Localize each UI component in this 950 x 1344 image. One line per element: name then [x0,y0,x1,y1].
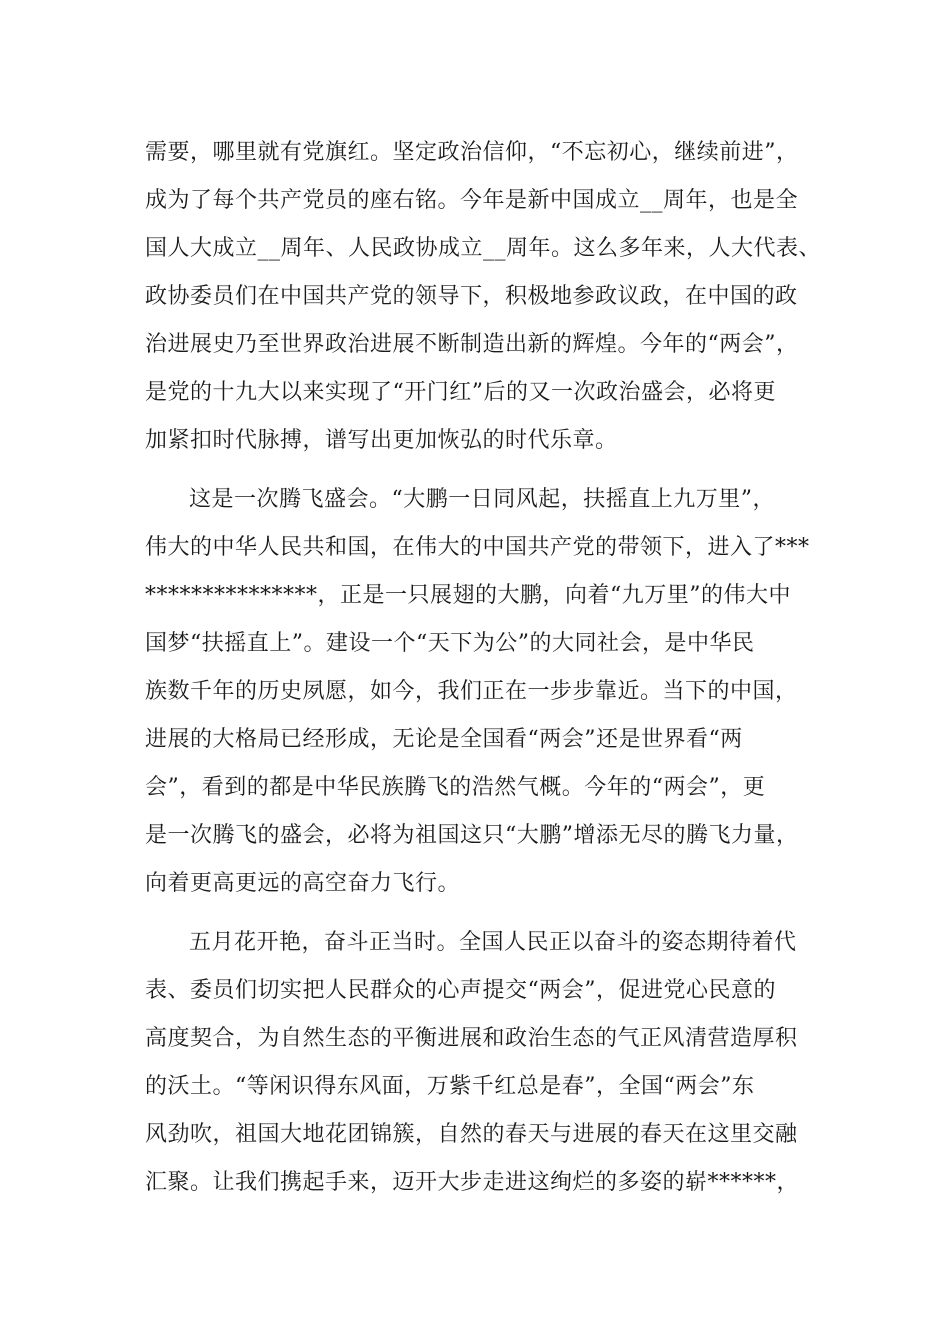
text-line: 国梦“扶摇直上”。建设一个“天下为公”的大同社会，是中华民 [145,631,755,656]
paragraph-start-line: 这是一次腾飞盛会。“大鹏一日同风起，扶摇直上九万里”， [189,487,775,512]
text-line: 风劲吹，祖国大地花团锦簇，自然的春天与进展的春天在这里交融 [145,1122,798,1147]
text-line: 是一次腾飞的盛会，必将为祖国这只“大鹏”增添无尽的腾飞力量， [145,823,799,848]
text-line: 表、委员们切实把人民群众的心声提交“两会”，促进党心民意的 [145,978,776,1003]
text-line: 会”，看到的都是中华民族腾飞的浩然气概。今年的“两会”，更 [145,775,766,800]
text-line: 的沃土。“等闲识得东风面，万紫千红总是春”，全国“两会”东 [145,1074,755,1099]
text-line: 加紧扣时代脉搏，谱写出更加恢弘的时代乐章。 [145,428,618,453]
text-line: 高度契合，为自然生态的平衡进展和政治生态的气正风清营造厚积 [145,1026,798,1051]
text-line: 伟大的中华人民共和国，在伟大的中国共产党的带领下，进入了*** [145,535,810,560]
text-line: 进展的大格局已经形成，无论是全国看“两会”还是世界看“两 [145,727,743,752]
text-line: ***************，正是一只展翅的大鹏，向着“九万里”的伟大中 [145,583,791,608]
text-line: 向着更高更远的高空奋力飞行。 [145,871,461,896]
text-line: 是党的十九大以来实现了“开门红”后的又一次政治盛会，必将更 [145,380,776,405]
text-line: 汇聚。让我们携起手来，迈开大步走进这绚烂的多姿的崭******， [145,1170,800,1195]
text-line: 成为了每个共产党员的座右铭。今年是新中国成立__周年，也是全 [145,188,799,213]
text-line: 国人大成立__周年、人民政协成立__周年。这么多年来，人大代表、 [145,236,822,261]
text-line: 政协委员们在中国共产党的领导下，积极地参政议政，在中国的政 [145,284,798,309]
text-line: 治进展史乃至世界政治进展不断制造出新的辉煌。今年的“两会”， [145,332,799,357]
paragraph-start-line: 五月花开艳，奋斗正当时。全国人民正以奋斗的姿态期待着代 [189,930,797,955]
text-line: 需要，哪里就有党旗红。坚定政治信仰，“不忘初心，继续前进”， [145,140,799,165]
text-line: 族数千年的历史夙愿，如今，我们正在一步步靠近。当下的中国， [145,679,798,704]
